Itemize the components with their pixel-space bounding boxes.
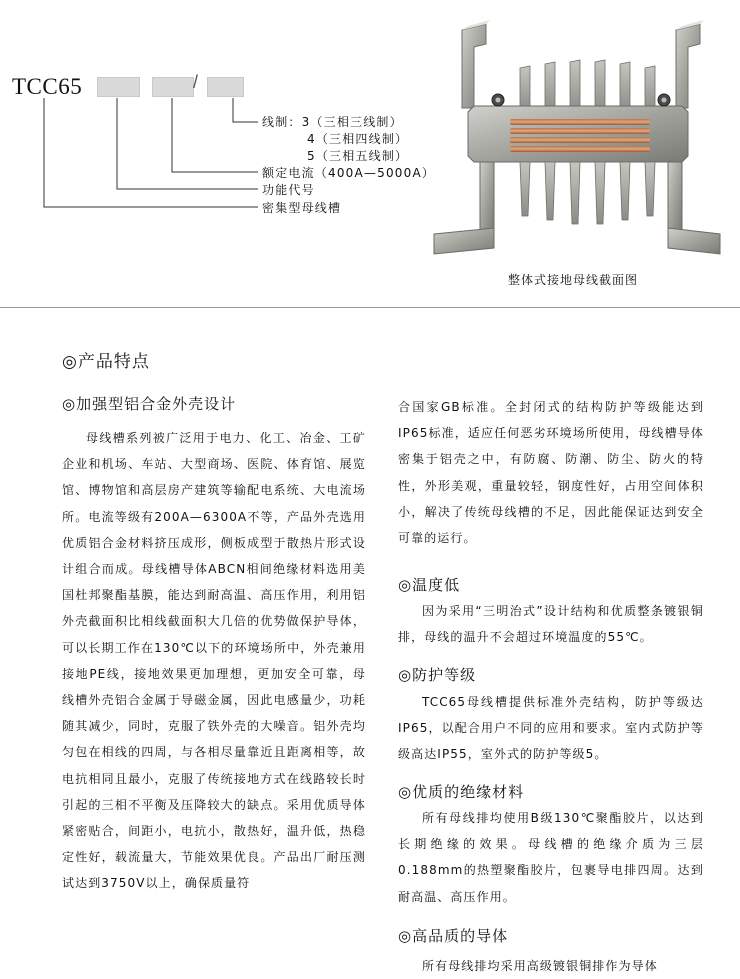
protection-grade-paragraph: TCC65母线槽提供标准外壳结构，防护等级达IP65，以配合用户不同的应用和要求。室内式防护等级高达IP55，室外式的防护等级5。 xyxy=(398,695,704,762)
heading-low-temperature: ◎温度低 xyxy=(398,576,461,594)
heading-conductor: ◎高品质的导体 xyxy=(398,927,509,945)
leader-line-function xyxy=(117,98,258,189)
leader-line-wiring xyxy=(233,98,258,122)
code-separator: / xyxy=(193,72,199,92)
aluminum-shell-text-left xyxy=(62,425,366,897)
aluminum-shell-paragraph-cont: 合国家GB标准。全封闭式的结构防护等级能达到IP65标准，适应任何恶劣环境场所使用，母线槽导体密集于铝壳之中，有防腐、防潮、防尘、防火的特性，外形美观，重量较轻，钢度性好，占用空间体积小，解决了传统母线槽的不足，因此能保证达到安全可靠的运行。 xyxy=(398,400,704,546)
protection-grade-text xyxy=(398,689,704,768)
heading-insulation: ◎优质的绝缘材料 xyxy=(398,783,525,801)
legend-wiring-4: 4（三相四线制） xyxy=(307,132,409,146)
legend-busway: 密集型母线槽 xyxy=(262,201,342,215)
insulation-paragraph: 所有母线排均使用B级130℃聚酯胶片，以达到长期绝缘的效果。母线槽的绝缘介质为三层0.188mm的热塑聚酯胶片，包裹导电排四周。达到耐高温、高压作用。 xyxy=(398,811,704,904)
leader-line-busway xyxy=(44,98,258,207)
aluminum-shell-text-right xyxy=(398,394,704,551)
legend-wiring: 线制：3（三相三线制） xyxy=(262,115,403,129)
conductor-paragraph: 所有母线排均采用高级镀银铜排作为导体 xyxy=(422,959,658,973)
model-code: TCC65 xyxy=(12,74,83,99)
heading-aluminum-shell: ◎加强型铝合金外壳设计 xyxy=(62,395,237,413)
low-temperature-paragraph: 因为采用“三明治式”设计结构和优质整条镀银铜排，母线的温升不会超过环境温度的55℃。 xyxy=(398,604,704,645)
header-area xyxy=(0,0,740,306)
insulation-text xyxy=(398,805,704,910)
legend-function-code: 功能代号 xyxy=(262,183,315,197)
figure-caption: 整体式接地母线截面图 xyxy=(508,273,639,287)
busway-cross-section-image xyxy=(420,16,740,266)
low-temperature-text xyxy=(398,598,704,650)
conductor-text xyxy=(398,953,704,979)
aluminum-shell-paragraph: 母线槽系列被广泛用于电力、化工、冶金、工矿企业和机场、车站、大型商场、医院、体育馆、展览馆、博物馆和高层房产建筑等输配电系统、大电流场所。电流等级有200A—6300A不等，产品外壳选用优质铝合金材料挤压成形，侧板成型于散热片形式设计组合而成。母线槽导体ABCN相间绝缘材料选用美国杜邦聚酯基膜，能达到耐高温、高压作用，利用铝外壳截面积比相线截面积大几倍的优势做保护导体，可以长期工作在130℃以下的环境场所中，外壳兼用接地PE线，接地效果更加理想，更加安全可靠，母线槽外壳铝合金属于导磁金属，因此电感量少，功耗随其减少，同时，克服了铁外壳的大噪音。铝外壳均匀包在相线的四周，与各相尽量靠近且距离相等，故电抗相同且最小，克服了传统接地方式在线路较长时引起的三相不平衡及压降较大的缺点。采用优质导体紧密贴合，间距小，电抗小，散热好，温升低，热稳定性好，载流量大，节能效果优良。产品出厂耐压测试达到3750V以上，确保质量符 xyxy=(62,431,366,891)
section-divider xyxy=(0,307,740,308)
legend-wiring-5: 5（三相五线制） xyxy=(307,149,409,163)
leader-line-current xyxy=(172,98,258,172)
section-title: ◎产品特点 xyxy=(62,352,150,372)
heading-protection-grade: ◎防护等级 xyxy=(398,666,477,684)
legend-current: 额定电流（400A—5000A） xyxy=(262,166,436,180)
